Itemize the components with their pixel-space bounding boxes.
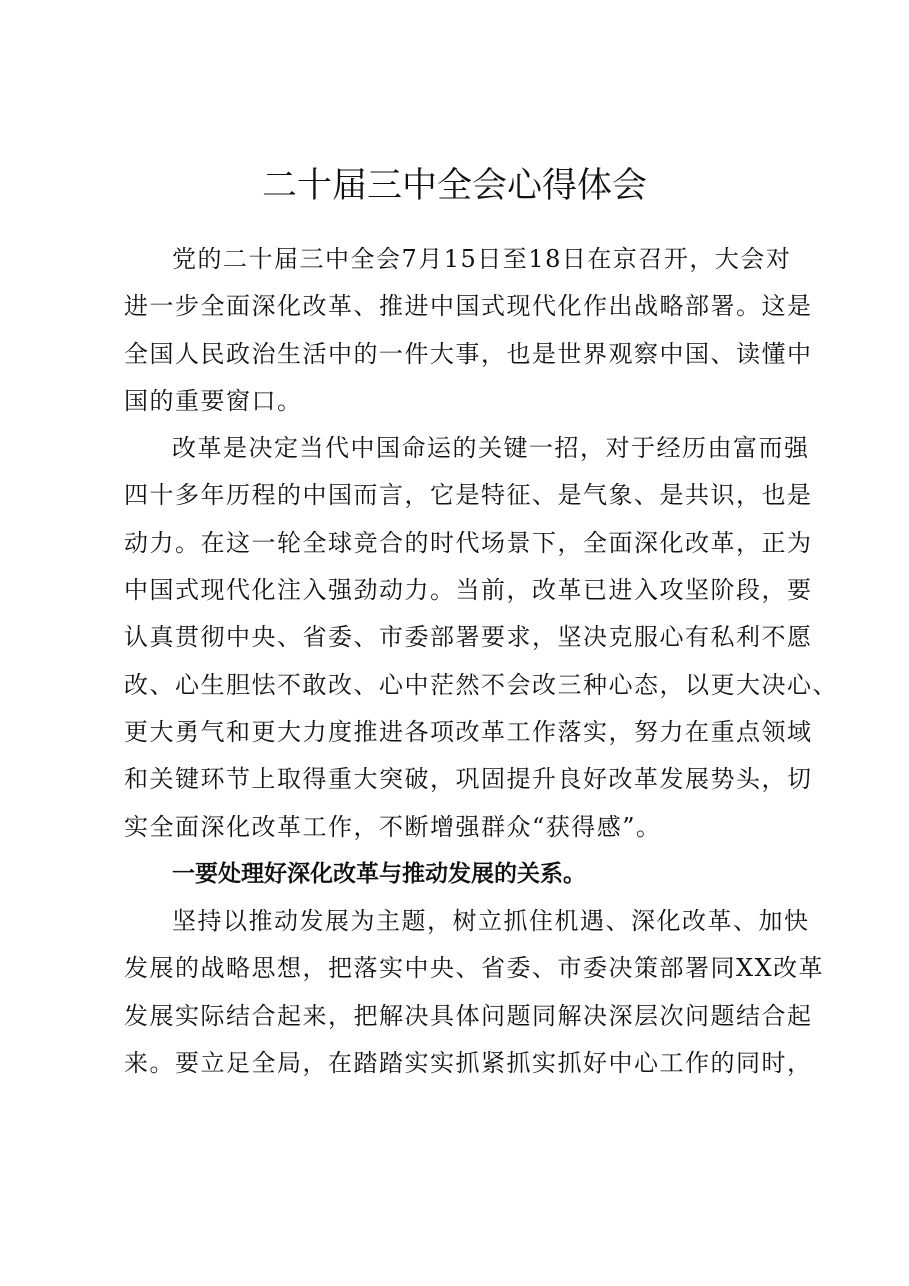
paragraph-line: 实全面深化改革工作，不断增强群众“获得感”。 (124, 812, 662, 841)
paragraph-3 (124, 898, 825, 1087)
paragraph-1 (124, 236, 813, 425)
paragraph-line: 全国人民政治生活中的一件大事，也是世界观察中国、读懂中 (124, 339, 813, 368)
document-body (124, 236, 838, 1087)
paragraph-line: 发展的战略思想，把落实中央、省委、市委决策部署同XX改革 (124, 954, 825, 983)
paragraph-line: 改、心生胆怯不敢改、心中茫然不会改三种心态，以更大决心、 (124, 670, 838, 699)
paragraph-2 (124, 425, 838, 851)
paragraph-line: 坚持以推动发展为主题，树立抓住机遇、深化改革、加快 (172, 907, 810, 936)
paragraph-line: 来。要立足全局，在踏踏实实抓紧抓实抓好中心工作的同时， (124, 1049, 813, 1078)
paragraph-line: 进一步全面深化改革、推进中国式现代化作出战略部署。这是 (124, 292, 813, 321)
paragraph-line: 中国式现代化注入强劲动力。当前，改革已进入攻坚阶段，要 (124, 576, 813, 605)
document-title: 二十届三中全会心得体会 (261, 166, 647, 206)
paragraph-line: 动力。在这一轮全球竞合的时代场景下，全面深化改革，正为 (124, 528, 813, 557)
paragraph-line: 四十多年历程的中国而言，它是特征、是气象、是共识，也是 (124, 481, 813, 510)
paragraph-line: 和关键环节上取得重大突破，巩固提升良好改革发展势头，切 (124, 765, 813, 794)
paragraph-line: 国的重要窗口。 (124, 386, 303, 415)
paragraph-line: 发展实际结合起来，把解决具体问题同解决深层次问题结合起 (124, 1001, 813, 1030)
section-heading: 一要处理好深化改革与推动发展的关系。 (172, 860, 586, 887)
paragraph-line: 更大勇气和更大力度推进各项改革工作落实，努力在重点领域 (124, 717, 813, 746)
paragraph-line: 党的二十届三中全会7月15日至18日在京召开，大会对 (172, 245, 792, 273)
paragraph-line: 认真贯彻中央、省委、市委部署要求，坚决克服心有私利不愿 (124, 623, 813, 652)
paragraph-line: 改革是决定当代中国命运的关键一招，对于经历由富而强 (172, 434, 810, 463)
